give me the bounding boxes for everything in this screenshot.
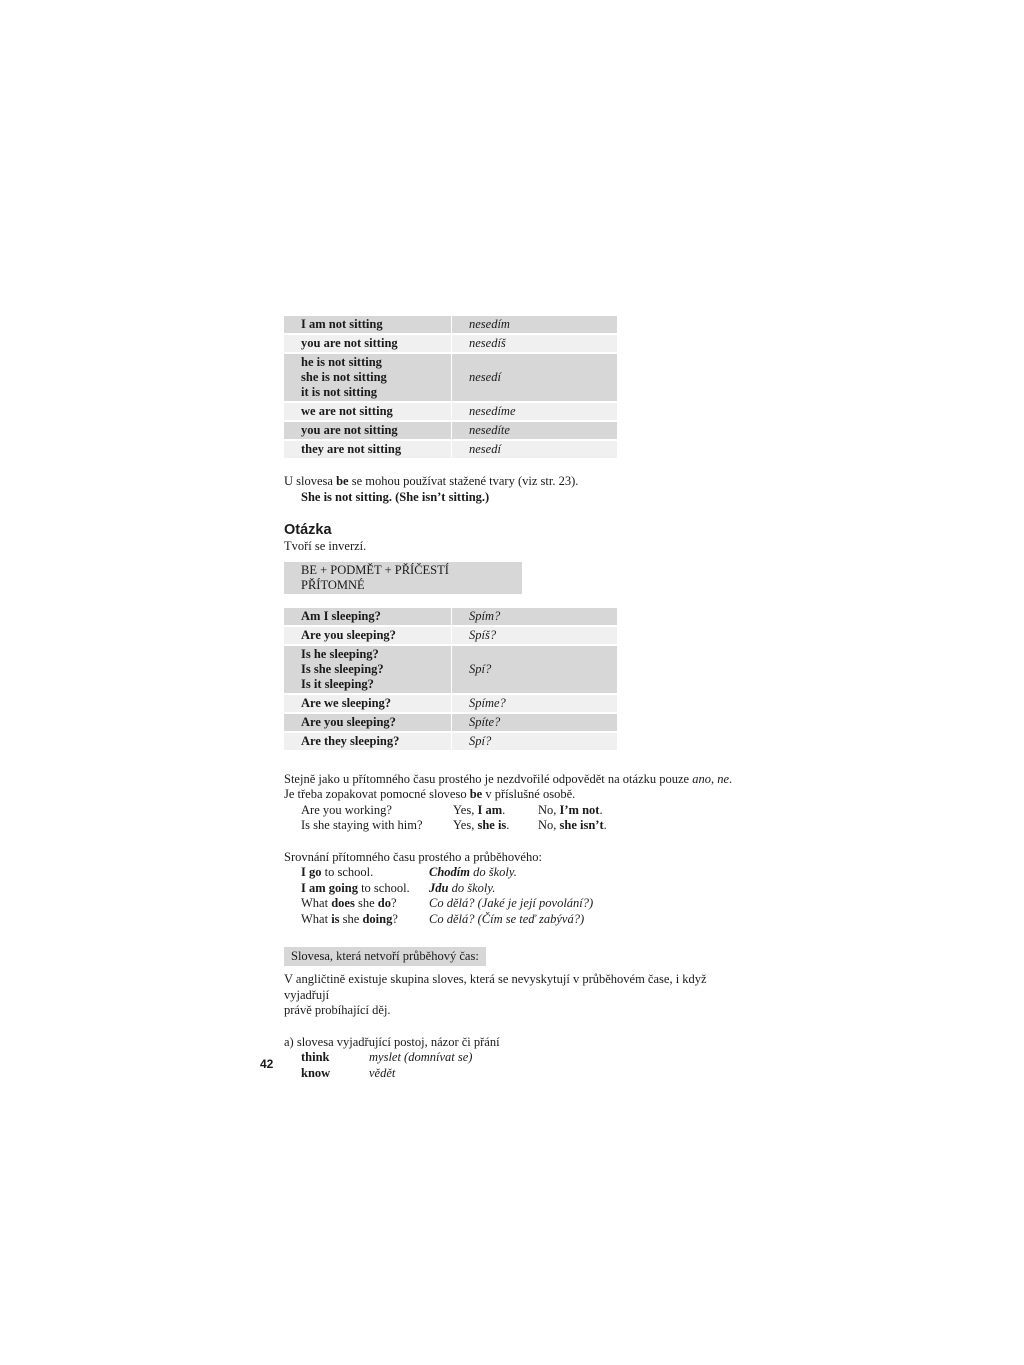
english-form — [284, 733, 452, 752]
english-form — [284, 714, 452, 733]
czech-translation: Spí? — [452, 646, 617, 695]
answer-text: . — [603, 818, 607, 832]
comparison-text: do — [377, 896, 391, 910]
table-row — [284, 608, 617, 627]
czech-translation: nesedíte — [452, 422, 617, 441]
question-heading: Otázka — [284, 522, 332, 538]
answer-question: Are you working? — [301, 802, 392, 817]
czech-translation: Spíš? — [452, 627, 617, 646]
czech-translation: Spí? — [452, 733, 617, 752]
answer-no — [538, 818, 744, 834]
answer-yes — [453, 818, 538, 834]
comparison-intro: Srovnání přítomného času prostého a průběhového: — [284, 849, 542, 864]
stative-verbs-box: Slovesa, která netvoří průběhový čas: — [284, 947, 486, 966]
english-form — [284, 403, 452, 422]
stative-word-czech: vědět — [369, 1065, 396, 1080]
comparison-text: she — [354, 896, 378, 910]
czech-translation: Spíme? — [452, 695, 617, 714]
comparison-english — [301, 881, 429, 897]
english-form-line: Are they sleeping? — [301, 733, 400, 748]
comparison-english — [301, 912, 429, 928]
negative-conjugation-table — [284, 316, 617, 460]
answer-text: . — [502, 802, 506, 817]
comparison-list — [284, 865, 744, 927]
comparison-english — [301, 896, 429, 912]
stative-paragraph-line-2: právě probíhající děj. — [284, 1003, 391, 1017]
english-form-line: she is not sitting — [301, 370, 387, 384]
answer-text: No, — [538, 802, 560, 817]
english-form-line: he is not sitting — [301, 355, 382, 369]
comparison-text: I am going — [301, 880, 358, 895]
table-row — [284, 441, 617, 460]
czech-translation: nesedíme — [452, 403, 617, 422]
stative-word-czech: myslet (domnívat se) — [369, 1050, 473, 1064]
english-form-line: Is it sleeping? — [301, 676, 374, 691]
english-form — [284, 441, 452, 460]
table-row — [284, 354, 617, 403]
table-row — [284, 646, 617, 695]
answer-text: I’m not — [559, 802, 600, 817]
comparison-text: doing — [362, 911, 393, 926]
comparison-text: What — [301, 896, 332, 910]
comparison-text: do školy. — [470, 865, 517, 879]
answer-text: she isn’t — [559, 818, 604, 832]
english-form-line: Is he sleeping? — [301, 646, 379, 661]
stative-word-english: know — [301, 1065, 331, 1080]
table-row — [284, 403, 617, 422]
english-form-line: Are you sleeping? — [301, 714, 396, 729]
czech-translation: Spíte? — [452, 714, 617, 733]
english-form-line: you are not sitting — [301, 336, 398, 350]
answer-text: . — [506, 818, 510, 832]
comparison-text: to school. — [321, 865, 374, 879]
comparison-text: is — [331, 911, 340, 926]
comparison-czech — [429, 912, 744, 928]
answer-note-2: Je třeba zopakovat pomocné sloveso be v příslušné osobě. — [284, 787, 576, 801]
comparison-text: Co dělá? (Čím se teď zabývá?) — [429, 911, 585, 926]
answer-text: . — [599, 802, 603, 817]
czech-translation: nesedím — [452, 316, 617, 335]
comparison-text: ? — [390, 896, 397, 910]
comparison-text: ? — [392, 911, 398, 926]
table-row — [284, 695, 617, 714]
table-row — [284, 316, 617, 335]
comparison-text: does — [331, 896, 355, 910]
table-row — [284, 714, 617, 733]
answer-yes — [453, 803, 538, 819]
answer-text: Yes, — [453, 818, 478, 832]
answer-text: I am — [477, 802, 503, 817]
english-form-line: Am I sleeping? — [301, 608, 381, 623]
comparison-text: Co dělá? (Jaké je její povolání?) — [429, 896, 594, 910]
stative-paragraph-line-1: V angličtině existuje skupina sloves, která se nevyskytují v průběhovém čase, i když vyjadřují — [284, 972, 707, 1002]
table-row — [284, 335, 617, 354]
english-form — [284, 646, 452, 695]
english-form — [284, 608, 452, 627]
question-formula: BE + PODMĚT + PŘÍČESTÍ PŘÍTOMNÉ — [284, 562, 522, 594]
english-form-line: it is not sitting — [301, 385, 378, 399]
comparison-english — [301, 865, 429, 881]
english-form-line: Are you sleeping? — [301, 627, 396, 642]
comparison-text: What — [301, 911, 332, 926]
english-form-line: they are not sitting — [301, 442, 402, 456]
comparison-text: Chodím — [429, 865, 470, 879]
comparison-text: do školy. — [448, 880, 496, 895]
czech-translation: nesedí — [452, 354, 617, 403]
answer-question: Is she staying with him? — [301, 818, 423, 832]
comparison-czech — [429, 865, 744, 881]
answer-no — [538, 803, 744, 819]
english-form-line: Is she sleeping? — [301, 661, 384, 676]
english-form — [284, 422, 452, 441]
question-intro: Tvoří se inverzí. — [284, 539, 367, 553]
english-form-line: we are not sitting — [301, 404, 393, 418]
question-conjugation-table — [284, 608, 617, 752]
english-form — [284, 354, 452, 403]
comparison-text: to school. — [357, 880, 410, 895]
czech-translation: nesedíš — [452, 335, 617, 354]
table-row — [284, 733, 617, 752]
english-form — [284, 316, 452, 335]
english-form — [284, 335, 452, 354]
english-form-line: I am not sitting — [301, 317, 383, 331]
comparison-text: I go — [301, 865, 322, 879]
stative-category-a: a) slovesa vyjadřující postoj, názor či přání — [284, 1034, 500, 1049]
contraction-note: U slovesa be se mohou používat stažené tvary (viz str. 23). — [284, 474, 579, 488]
english-form — [284, 627, 452, 646]
table-row — [284, 422, 617, 441]
answer-note-1: Stejně jako u přítomného času prostého je nezdvořilé odpovědět na otázku pouze ano, ne. — [284, 771, 733, 786]
english-form-line: you are not sitting — [301, 423, 398, 437]
contraction-example: She is not sitting. (She isn’t sitting.) — [301, 489, 490, 504]
comparison-czech — [429, 896, 744, 912]
answer-text: she is — [477, 818, 507, 832]
czech-translation: nesedí — [452, 441, 617, 460]
page-number: 42 — [260, 1057, 274, 1071]
short-answers-list — [284, 803, 744, 834]
stative-word-english: think — [301, 1050, 330, 1064]
page-content — [284, 316, 744, 1081]
czech-translation: Spím? — [452, 608, 617, 627]
answer-text: Yes, — [453, 802, 478, 817]
comparison-text: she — [339, 911, 363, 926]
answer-text: No, — [538, 818, 560, 832]
english-form — [284, 695, 452, 714]
comparison-text: Jdu — [429, 880, 449, 895]
english-form-line: Are we sleeping? — [301, 695, 392, 710]
table-row — [284, 627, 617, 646]
comparison-czech — [429, 881, 744, 897]
stative-word-list — [284, 1050, 744, 1081]
